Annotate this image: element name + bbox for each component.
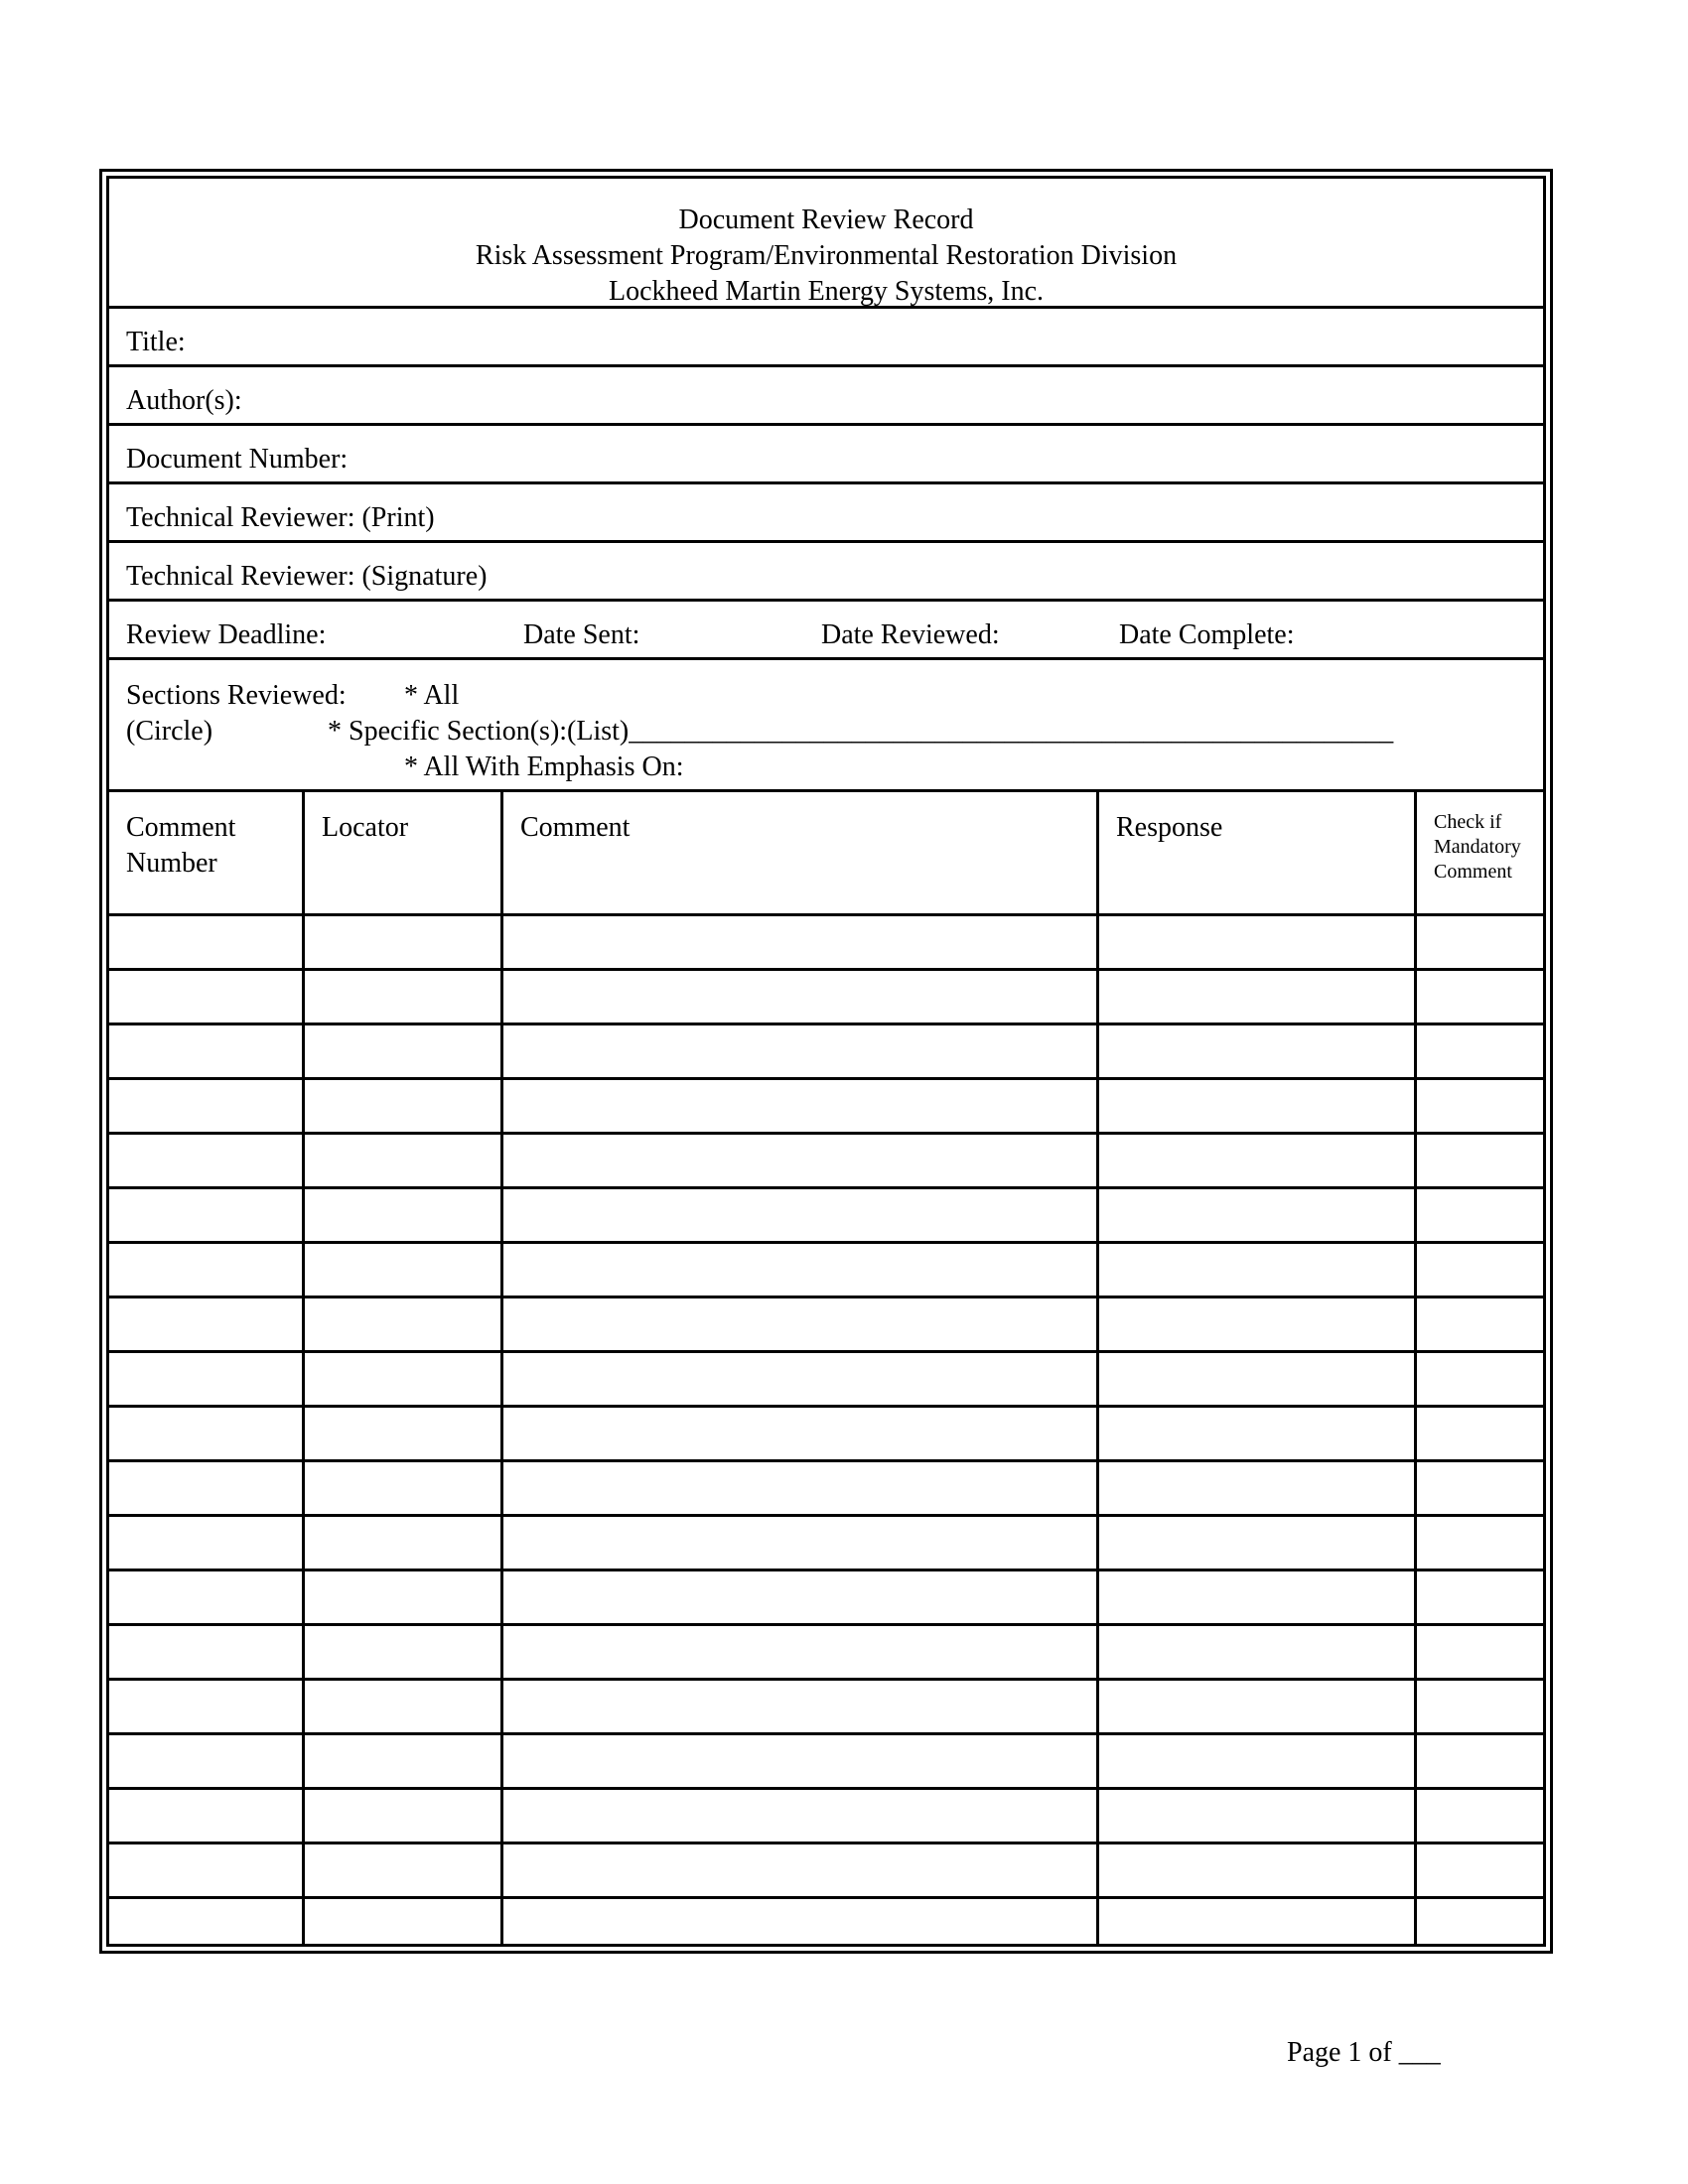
cell-mandatory-check[interactable]	[1417, 1681, 1541, 1732]
page-number: Page 1 of ___	[1287, 2037, 1441, 2068]
cell-response[interactable]	[1099, 1298, 1414, 1350]
cell-response[interactable]	[1099, 1353, 1414, 1405]
title-label: Title:	[126, 327, 186, 357]
cell-mandatory-check[interactable]	[1417, 1571, 1541, 1623]
authors-label: Author(s):	[126, 385, 242, 416]
cell-mandatory-check[interactable]	[1417, 1080, 1541, 1132]
header-mandatory-line3: Comment	[1434, 861, 1512, 883]
cell-locator[interactable]	[305, 916, 500, 968]
cell-response[interactable]	[1099, 1025, 1414, 1077]
cell-response[interactable]	[1099, 1681, 1414, 1732]
cell-locator[interactable]	[305, 1844, 500, 1896]
cell-locator[interactable]	[305, 1353, 500, 1405]
cell-mandatory-check[interactable]	[1417, 1298, 1541, 1350]
cell-response[interactable]	[1099, 1462, 1414, 1514]
cell-comment-number[interactable]	[109, 1571, 302, 1623]
form-header	[109, 179, 1543, 309]
option-all[interactable]: * All	[404, 680, 460, 711]
cell-comment[interactable]	[503, 916, 1096, 968]
review-deadline-field[interactable]: Review Deadline:	[126, 619, 327, 650]
cell-response[interactable]	[1099, 916, 1414, 968]
cell-comment[interactable]	[503, 1408, 1096, 1459]
cell-comment-number[interactable]	[109, 1189, 302, 1241]
cell-comment-number[interactable]	[109, 1025, 302, 1077]
cell-comment-number[interactable]	[109, 1899, 302, 1951]
cell-locator[interactable]	[305, 1298, 500, 1350]
tech-reviewer-print-label: Technical Reviewer: (Print)	[126, 502, 435, 533]
cell-comment[interactable]	[503, 1462, 1096, 1514]
cell-response[interactable]	[1099, 1189, 1414, 1241]
tech-reviewer-signature-field[interactable]	[109, 543, 1543, 602]
cell-locator[interactable]	[305, 1244, 500, 1296]
cell-comment[interactable]	[503, 971, 1096, 1023]
cell-locator[interactable]	[305, 1899, 500, 1951]
review-form	[106, 176, 1546, 1947]
cell-comment[interactable]	[503, 1353, 1096, 1405]
cell-comment-number[interactable]	[109, 1408, 302, 1459]
cell-locator[interactable]	[305, 1189, 500, 1241]
option-specific-sections[interactable]: * Specific Section(s):(List)_______________________________________________________	[328, 716, 1394, 747]
cell-mandatory-check[interactable]	[1417, 1517, 1541, 1569]
cell-comment[interactable]	[503, 1626, 1096, 1678]
cell-comment[interactable]	[503, 1571, 1096, 1623]
cell-comment[interactable]	[503, 1080, 1096, 1132]
cell-response[interactable]	[1099, 1790, 1414, 1842]
cell-response[interactable]	[1099, 1244, 1414, 1296]
cell-locator[interactable]	[305, 1135, 500, 1186]
cell-comment-number[interactable]	[109, 1080, 302, 1132]
cell-comment-number[interactable]	[109, 1135, 302, 1186]
cell-response[interactable]	[1099, 1517, 1414, 1569]
cell-mandatory-check[interactable]	[1417, 1408, 1541, 1459]
cell-mandatory-check[interactable]	[1417, 1025, 1541, 1077]
cell-locator[interactable]	[305, 1025, 500, 1077]
dates-row	[109, 602, 1543, 660]
authors-field[interactable]	[109, 367, 1543, 426]
cell-comment-number[interactable]	[109, 1844, 302, 1896]
document-number-label: Document Number:	[126, 444, 349, 475]
cell-response[interactable]	[1099, 1080, 1414, 1132]
cell-comment-number[interactable]	[109, 916, 302, 968]
cell-comment[interactable]	[503, 1681, 1096, 1732]
title-field[interactable]	[109, 309, 1543, 367]
cell-locator[interactable]	[305, 1080, 500, 1132]
circle-instruction: (Circle)	[126, 716, 213, 747]
cell-locator[interactable]	[305, 1408, 500, 1459]
review-form-outer-border	[99, 169, 1553, 1954]
cell-locator[interactable]	[305, 1462, 500, 1514]
document-number-field[interactable]	[109, 426, 1543, 484]
cell-comment[interactable]	[503, 1899, 1096, 1951]
cell-comment-number[interactable]	[109, 1517, 302, 1569]
cell-comment-number[interactable]	[109, 1790, 302, 1842]
company-name: Lockheed Martin Energy Systems, Inc.	[608, 276, 1045, 307]
cell-comment-number[interactable]	[109, 1244, 302, 1296]
cell-comment[interactable]	[503, 1844, 1096, 1896]
cell-locator[interactable]	[305, 1735, 500, 1787]
date-complete-field[interactable]: Date Complete:	[1119, 619, 1295, 650]
cell-mandatory-check[interactable]	[1417, 1899, 1541, 1951]
cell-response[interactable]	[1099, 1899, 1414, 1951]
header-mandatory-line2: Mandatory	[1434, 836, 1521, 858]
cell-mandatory-check[interactable]	[1417, 1844, 1541, 1896]
form-title: Document Review Record	[678, 205, 974, 235]
cell-comment[interactable]	[503, 1025, 1096, 1077]
cell-locator[interactable]	[305, 1571, 500, 1623]
cell-mandatory-check[interactable]	[1417, 916, 1541, 968]
cell-comment-number[interactable]	[109, 1626, 302, 1678]
cell-response[interactable]	[1099, 1571, 1414, 1623]
cell-mandatory-check[interactable]	[1417, 1462, 1541, 1514]
tech-reviewer-print-field[interactable]	[109, 484, 1543, 543]
header-mandatory-comment	[1434, 810, 1521, 885]
cell-mandatory-check[interactable]	[1417, 1189, 1541, 1241]
header-comment-number-line2: Number	[126, 848, 217, 879]
cell-response[interactable]	[1099, 1408, 1414, 1459]
cell-comment[interactable]	[503, 1517, 1096, 1569]
comment-table	[109, 792, 1543, 1944]
tech-reviewer-signature-label: Technical Reviewer: (Signature)	[126, 561, 488, 592]
cell-comment[interactable]	[503, 1244, 1096, 1296]
cell-response[interactable]	[1099, 1735, 1414, 1787]
cell-comment-number[interactable]	[109, 1298, 302, 1350]
sections-reviewed-label: Sections Reviewed:	[126, 680, 347, 711]
header-locator: Locator	[322, 812, 409, 843]
cell-mandatory-check[interactable]	[1417, 1135, 1541, 1186]
cell-comment[interactable]	[503, 1189, 1096, 1241]
cell-comment-number[interactable]	[109, 1353, 302, 1405]
cell-comment-number[interactable]	[109, 1681, 302, 1732]
cell-mandatory-check[interactable]	[1417, 1353, 1541, 1405]
cell-comment-number[interactable]	[109, 1735, 302, 1787]
sections-reviewed	[109, 660, 1543, 792]
cell-comment[interactable]	[503, 1790, 1096, 1842]
cell-mandatory-check[interactable]	[1417, 971, 1541, 1023]
header-comment: Comment	[520, 812, 631, 843]
program-name: Risk Assessment Program/Environmental Restoration Division	[475, 240, 1178, 271]
header-mandatory-line1: Check if	[1434, 811, 1502, 833]
cell-response[interactable]	[1099, 1135, 1414, 1186]
header-comment-number-line1: Comment	[126, 812, 236, 843]
cell-comment[interactable]	[503, 1135, 1096, 1186]
cell-response[interactable]	[1099, 1844, 1414, 1896]
date-sent-field[interactable]: Date Sent:	[523, 619, 640, 650]
cell-comment-number[interactable]	[109, 971, 302, 1023]
cell-locator[interactable]	[305, 971, 500, 1023]
header-response: Response	[1116, 812, 1223, 843]
option-all-with-emphasis[interactable]: * All With Emphasis On:	[404, 751, 684, 782]
cell-mandatory-check[interactable]	[1417, 1735, 1541, 1787]
cell-locator[interactable]	[305, 1790, 500, 1842]
cell-comment[interactable]	[503, 1735, 1096, 1787]
cell-comment[interactable]	[503, 1298, 1096, 1350]
cell-comment-number[interactable]	[109, 1462, 302, 1514]
cell-locator[interactable]	[305, 1517, 500, 1569]
cell-locator[interactable]	[305, 1626, 500, 1678]
cell-mandatory-check[interactable]	[1417, 1626, 1541, 1678]
header-comment-number	[126, 810, 235, 882]
cell-locator[interactable]	[305, 1681, 500, 1732]
cell-mandatory-check[interactable]	[1417, 1244, 1541, 1296]
cell-response[interactable]	[1099, 1626, 1414, 1678]
cell-response[interactable]	[1099, 971, 1414, 1023]
date-reviewed-field[interactable]: Date Reviewed:	[821, 619, 1000, 650]
cell-mandatory-check[interactable]	[1417, 1790, 1541, 1842]
